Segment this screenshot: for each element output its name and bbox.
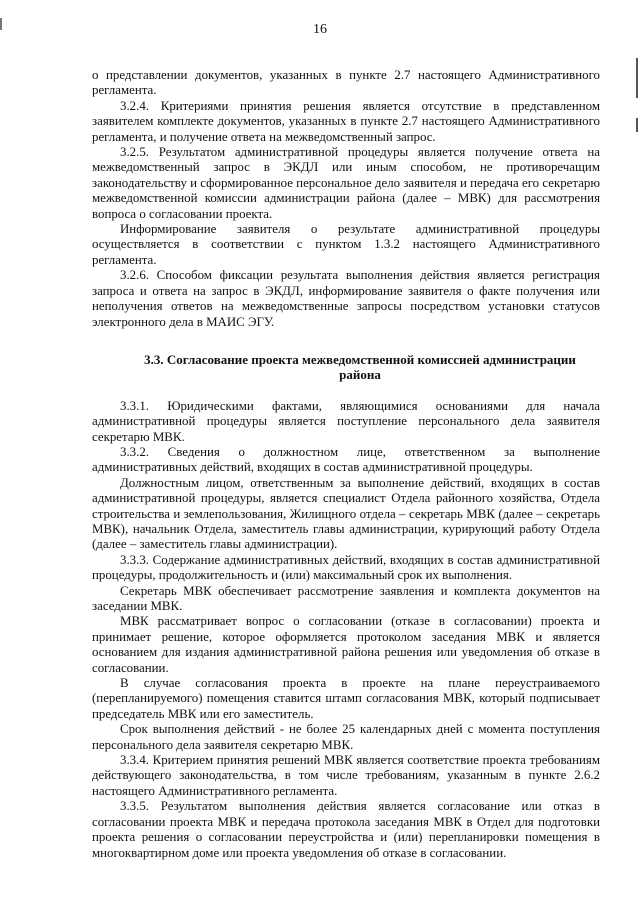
paragraph: 3.2.6. Способом фиксации результата выполнения действия является регистрация запроса и ответа на запрос в ЭКДЛ, информирование заявителя о факте получения или неполучения ответов на межведомственные запросы посредством установки статусов электронного дела в МАИС ЭГУ. bbox=[92, 268, 600, 329]
paragraph: 3.3.2. Сведения о должностном лице, ответственном за выполнение административных действий, входящих в состав административной процедуры. bbox=[92, 444, 600, 475]
paragraph: 3.3.4. Критерием принятия решений МВК является соответствие проекта требованиям действующего законодательства, в том числе требованиям, указанным в пункте 2.6.2 настоящего Административного регламента. bbox=[92, 753, 600, 798]
paragraphs-top bbox=[92, 68, 600, 330]
page-number: 16 bbox=[313, 22, 327, 37]
paragraph: 3.2.4. Критериями принятия решения является отсутствие в представленном заявителем комплекте документов, указанных в пункте 2.7 настоящего Административного регламента, и получение ответа на межведомственный запрос. bbox=[92, 98, 600, 144]
paragraph: Срок выполнения действий - не более 25 календарных дней с момента поступления персонального дела заявителя секретарю МВК. bbox=[92, 722, 600, 752]
paragraph: В случае согласования проекта в проекте на плане переустраиваемого (перепланируемого) помещения ставится штамп согласования МВК, который подписывает председатель МВК или его заместитель. bbox=[92, 676, 600, 721]
paragraph: Информирование заявителя о результате административной процедуры осуществляется в соответствии с пунктом 1.3.2 настоящего Административного регламента. bbox=[92, 222, 600, 267]
paragraph: 3.2.5. Результатом административной процедуры является получение ответа на межведомственный запрос в ЭКДЛ или иным способом, не противоречащим законодательству и сформированное персональное дело заявителя и передача его секретарю межведомственной комиссии администрации района (далее – МВК) для рассмотрения вопроса о согласовании проекта. bbox=[92, 145, 600, 221]
scan-edge-mark bbox=[636, 118, 638, 132]
paragraph: Секретарь МВК обеспечивает рассмотрение заявления и комплекта документов на заседании МВК. bbox=[92, 583, 600, 613]
section-heading: 3.3. Согласование проекта межведомственной комиссией администрации района bbox=[144, 351, 576, 383]
paragraph: МВК рассматривает вопрос о согласовании (отказе в согласовании) проекта и принимает решение, которое оформляется протоколом заседания МВК и является основанием для издания административной района решения или уведомления об отказе в согласовании. bbox=[92, 614, 600, 675]
paragraphs-bottom bbox=[92, 399, 600, 861]
paragraph: Должностным лицом, ответственным за выполнение действий, входящих в состав административной процедуры, является специалист Отдела районного хозяйства, Отдела строительства и землепользования, Жилищного отдела – секретарь МВК (далее – секретарь МВК), начальник Отдела, заместитель главы администрации, курирующий работу Отдела (далее – заместитель главы администрации). bbox=[92, 475, 600, 552]
scan-edge-mark bbox=[636, 58, 638, 98]
document-body bbox=[92, 68, 600, 861]
paragraph: 3.3.5. Результатом выполнения действия является согласование или отказ в согласовании проекта МВК и передача протокола заседания МВК в Отдел для подготовки проекта решения о согласовании переустройства и (или) перепланировки помещения в многоквартирном доме или проекта уведомления об отказе в согласовании. bbox=[92, 799, 600, 860]
paragraph: 3.3.3. Содержание административных действий, входящих в состав административной процедуры, продолжительность и (или) максимальный срок их выполнения. bbox=[92, 552, 600, 583]
paragraph: о представлении документов, указанных в пункте 2.7 настоящего Административного регламента. bbox=[92, 68, 600, 98]
paragraph: 3.3.1. Юридическими фактами, являющимися основаниями для начала административной процедуры является поступление персонального дела заявителя секретарю МВК. bbox=[92, 398, 600, 444]
